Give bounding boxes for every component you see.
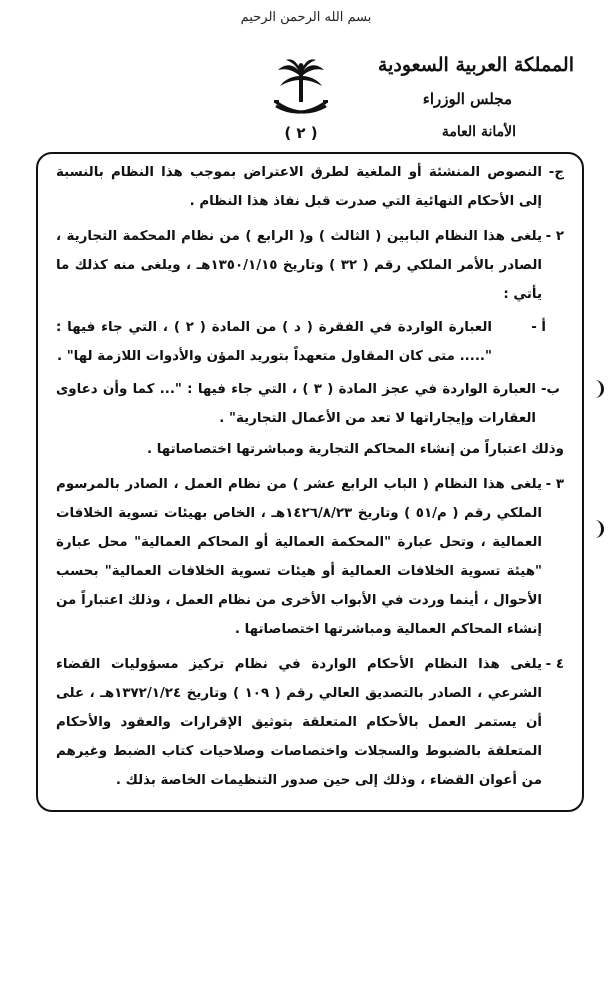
item-4-marker: ٤ - [545,657,564,672]
item-c-marker: ج- [548,165,564,180]
document-body [56,158,564,795]
item-2 [56,222,564,309]
general-secretariat: الأمانة العامة [441,124,516,140]
saudi-emblem-icon [272,58,330,122]
item-2-closing [56,435,564,464]
item-3-text: يلغى هذا النظام ( الباب الرابع عشر ) من نظام العمل ، الصادر بالمرسوم الملكي رقم ( م/٥١ ) وتاريخ ١٤٢٦/٨/٢٣هـ ، الخاص بهيئات تسوية الخلافات العمالية ، وتحل عبارة "المحكمة العمالية أو المحاكم العمالية" محل عبارة "هيئة تسوية الخلافات العمالية أو هيئات تسوية الخلافات العمالية" بحسب الأحوال ، أينما وردت في الأبواب الأخرى من نظام العمل ، وذلك اعتباراً من إنشاء المحاكم العمالية ومباشرتها اختصاصاتها . [56,477,543,637]
margin-bracket-mark [587,380,604,398]
item-2-text: يلغى هذا النظام البابين ( الثالث ) و( الرابع ) من نظام المحكمة التجارية ، الصادر بالأمر الملكي رقم ( ٣٢ ) وتاريخ ١٣٥٠/١/١٥هـ ، ويلغى منه كذلك ما يأتي : [56,229,542,302]
item-2b-marker: ب- [540,382,560,397]
item-c-text: النصوص المنشئة أو الملغية لطرق الاعتراض بموجب هذا النظام بالنسبة إلى الأحكام النهائية التي صدرت قبل نفاذ هذا النظام . [56,165,542,209]
kingdom-name: المملكة العربية السعودية [377,54,574,76]
item-c [56,158,564,216]
item-2-marker: ٢ - [545,229,564,244]
item-4 [56,650,564,795]
item-2-closing-text: وذلك اعتباراً من إنشاء المحاكم التجارية ومباشرتها اختصاصاتها . [146,442,564,457]
margin-bracket-mark [587,520,604,538]
item-2a-marker: أ - [531,320,546,335]
item-3 [56,470,564,644]
council-name: مجلس الوزراء [422,90,512,108]
item-2a [56,313,564,371]
item-2b-text: العبارة الواردة في عجز المادة ( ٣ ) ، التي جاء فيها : "... كما وأن دعاوى العقارات وإيجاراتها لا تعد من الأعمال التجارية" . [56,382,536,426]
item-2a-text: العبارة الواردة في الفقرة ( د ) من المادة ( ٢ ) ، التي جاء فيها : "..... متى كان المقاول متعهداً بتوريد المؤن والأدوات اللازمة لها" . [56,320,492,364]
item-2b [56,375,564,433]
page-number: ( ٢ ) [284,124,318,142]
item-4-text: يلغى هذا النظام الأحكام الواردة في نظام تركيز مسؤوليات القضاء الشرعي ، الصادر بالتصديق العالي رقم ( ١٠٩ ) وتاريخ ١٣٧٢/١/٢٤هـ ، على أن يستمر العمل بالأحكام المتعلقة بتوثيق الإقرارات والعقود والأحكام المتعلقة بالضبوط والسجلات واختصاصات وصلاحيات كتاب الضبط وغيرهم من أعوان القضاء ، وذلك إلى حين صدور التنظيمات الخاصة بذلك . [56,657,543,788]
basmala: بسم الله الرحمن الرحيم [240,10,372,25]
organization-header [374,52,574,142]
item-3-marker: ٣ - [545,477,564,492]
